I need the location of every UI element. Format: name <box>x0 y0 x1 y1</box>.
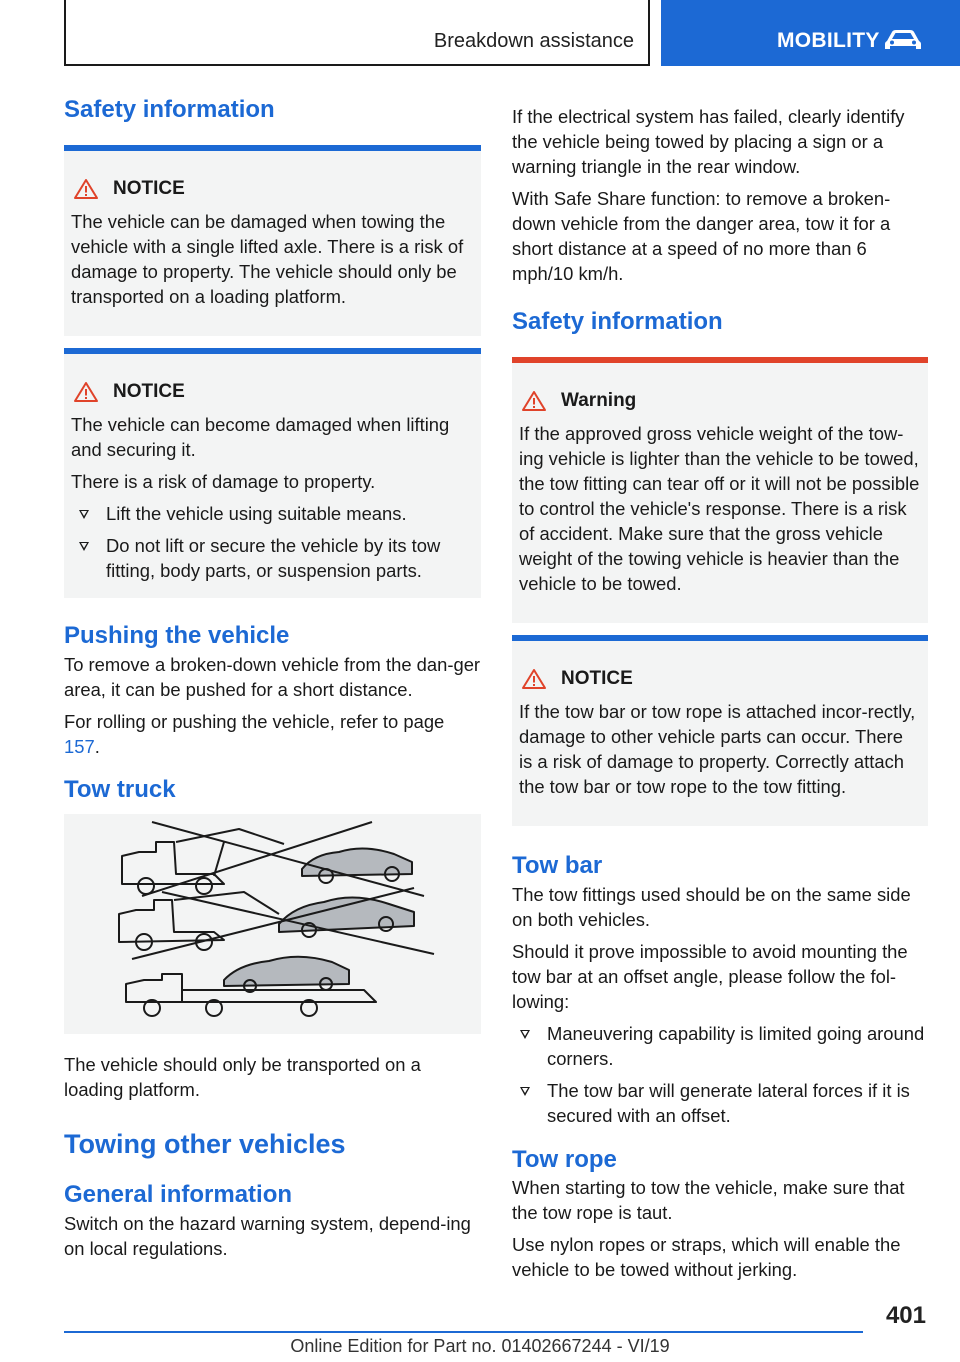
car-icon <box>883 27 923 53</box>
notice-text: If the tow bar or tow rope is attached incor-rectly, damage to other vehicle parts can occur. There is a risk of damage to property. Correctly attach the tow bar or tow rope to the tow fitting. <box>519 700 916 797</box>
heading-pushing-the-vehicle: Pushing the vehicle <box>64 621 290 649</box>
body-text: The tow fittings used should be on the same side on both vehicles. <box>512 883 911 930</box>
left-column <box>64 96 481 1268</box>
notice-box <box>64 145 481 336</box>
body-text: For rolling or pushing the vehicle, refer to page 157. <box>64 710 445 757</box>
figure-caption: The vehicle should only be transported on a loading platform. <box>64 1054 421 1101</box>
notice-text: The vehicle can become damaged when lifting and securing it. <box>71 413 450 460</box>
notice-text: There is a risk of damage to property. <box>71 470 376 492</box>
tow-truck-drawing <box>119 829 414 1016</box>
heading-safety-information: Safety information <box>512 308 723 335</box>
notice-text: The vehicle can be damaged when towing the vehicle with a single lifted axle. There is a risk of damage to property. The vehicle should only be transported on a loading platform. <box>71 210 464 307</box>
chapter-title: MOBILITY <box>777 29 880 52</box>
body-text: To remove a broken-down vehicle from the dan-ger area, it can be pushed for a short distance. <box>64 653 481 700</box>
page-number: 401 <box>885 1302 926 1329</box>
warning-text: If the approved gross vehicle weight of the tow-ing vehicle is lighter than the vehicle to be towed, the tow fitting can tear off or it will not be possible to control the vehicle's response. There is a risk of accident. Make sure that the gross vehicle weight of the towing vehicle is heavier than the vehicle to be towed. <box>519 422 920 594</box>
notice-title: NOTICE <box>113 380 185 402</box>
bullet-list <box>512 1021 928 1128</box>
list-item: Lift the vehicle using suitable means. <box>71 501 474 526</box>
warning-triangle-icon <box>521 668 547 690</box>
warning-triangle-icon <box>73 178 99 200</box>
chapter-tab <box>661 0 960 66</box>
list-item: Do not lift or secure the vehicle by its tow fitting, body parts, or suspension parts. <box>71 533 474 583</box>
heading-general-information: General information <box>64 1180 293 1208</box>
warning-title: Warning <box>561 389 637 411</box>
heading-tow-bar: Tow bar <box>512 851 603 879</box>
notice-box <box>64 348 481 598</box>
footer-divider <box>64 1331 863 1333</box>
heading-tow-truck: Tow truck <box>64 775 176 803</box>
body-text: Switch on the hazard warning system, depend-ing on local regulations. <box>64 1212 471 1259</box>
heading-towing-other-vehicles: Towing other vehicles <box>64 1129 346 1160</box>
bullet-list <box>71 501 474 583</box>
warning-triangle-icon <box>521 390 547 412</box>
heading-tow-rope: Tow rope <box>512 1145 617 1173</box>
section-title: Breakdown assistance <box>433 30 634 52</box>
right-column <box>512 104 928 1289</box>
body-text: If the electrical system has failed, clearly identify the vehicle being towed by placing a sign or a warning triangle in the rear window. <box>512 106 905 177</box>
warning-box <box>512 357 928 623</box>
page-reference-link[interactable]: 157 <box>64 735 95 757</box>
tow-truck-illustration <box>64 814 481 1034</box>
edition-footer: Online Edition for Part no. 01402667244 - VI/19 <box>290 1336 670 1356</box>
tow-truck-diagram <box>64 814 481 1034</box>
notice-box <box>512 635 928 826</box>
notice-title: NOTICE <box>561 667 633 689</box>
body-text: Should it prove impossible to avoid mounting the tow bar at an offset angle, please follow the fol-lowing: <box>512 940 908 1012</box>
warning-triangle-icon <box>73 381 99 403</box>
heading-safety-information: Safety information <box>64 96 275 123</box>
list-item: The tow bar will generate lateral forces if it is secured with an offset. <box>512 1078 928 1128</box>
running-header <box>64 0 650 66</box>
notice-title: NOTICE <box>113 177 185 199</box>
body-text: With Safe Share function: to remove a broken-down vehicle from the danger area, tow it for a short distance at a speed of no more than 6 mph/10 km/h. <box>512 188 891 284</box>
body-text: Use nylon ropes or straps, which will enable the vehicle to be towed without jerking. <box>512 1234 901 1281</box>
body-text: When starting to tow the vehicle, make sure that the tow rope is taut. <box>512 1177 905 1224</box>
list-item: Maneuvering capability is limited going around corners. <box>512 1021 928 1071</box>
